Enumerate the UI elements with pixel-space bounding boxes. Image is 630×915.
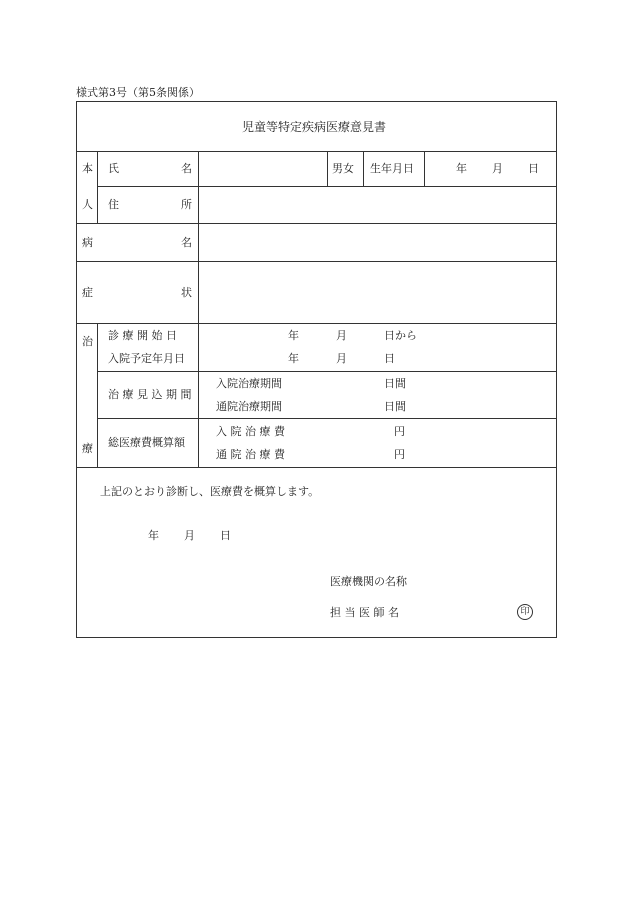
start-date-label: 診 療 開 始 日 [108, 329, 177, 342]
outpatient-cost-label: 通 院 治 療 費 [216, 448, 285, 461]
sex-options: 男女 [332, 162, 354, 175]
seal-mark-icon: 印 [517, 604, 533, 620]
admission-year-label: 年 [288, 352, 299, 365]
inpatient-cost-label: 入 院 治 療 費 [216, 425, 285, 438]
address-label-second: 所 [181, 198, 192, 211]
symptoms-label-second: 状 [181, 286, 192, 299]
inpatient-days-label: 日間 [384, 377, 406, 390]
start-day-label: 日から [384, 329, 417, 342]
form-number: 様式第3号（第5条関係） [76, 86, 200, 99]
patient-side-label-top: 本 [82, 162, 93, 175]
outpatient-period-label: 通院治療期間 [216, 400, 282, 413]
disease-label-first: 病 [82, 236, 93, 249]
doctor-name-label: 担 当 医 師 名 [330, 606, 399, 619]
institution-name-label: 医療機関の名称 [330, 575, 407, 588]
name-label-second: 名 [181, 162, 192, 175]
symptoms-label-first: 症 [82, 286, 93, 299]
start-year-label: 年 [288, 329, 299, 342]
outpatient-days-label: 日間 [384, 400, 406, 413]
treatment-side-label-bottom: 療 [82, 442, 93, 455]
admission-day-label: 日 [384, 352, 395, 365]
treatment-side-label-top: 治 [82, 335, 93, 348]
declaration-text: 上記のとおり診断し、医療費を概算します。 [100, 485, 320, 498]
birth-year-label: 年 [456, 162, 467, 175]
expected-period-label: 治 療 見 込 期 間 [108, 388, 192, 401]
form-title: 児童等特定疾病医療意見書 [242, 120, 387, 134]
address-label-first: 住 [108, 198, 119, 211]
inpatient-yen-label: 円 [394, 425, 405, 438]
date-year-label: 年 [148, 529, 159, 542]
disease-label-second: 名 [181, 236, 192, 249]
outpatient-yen-label: 円 [394, 448, 405, 461]
inpatient-period-label: 入院治療期間 [216, 377, 282, 390]
total-cost-label: 総医療費概算額 [108, 436, 185, 449]
birth-day-label: 日 [528, 162, 539, 175]
patient-side-label-bottom: 人 [82, 198, 93, 211]
start-month-label: 月 [336, 329, 347, 342]
date-month-label: 月 [184, 529, 195, 542]
admission-month-label: 月 [336, 352, 347, 365]
name-label-first: 氏 [108, 162, 119, 175]
admission-date-label: 入院予定年月日 [108, 352, 185, 365]
birth-month-label: 月 [492, 162, 503, 175]
date-day-label: 日 [220, 529, 231, 542]
birthdate-label: 生年月日 [370, 162, 414, 175]
